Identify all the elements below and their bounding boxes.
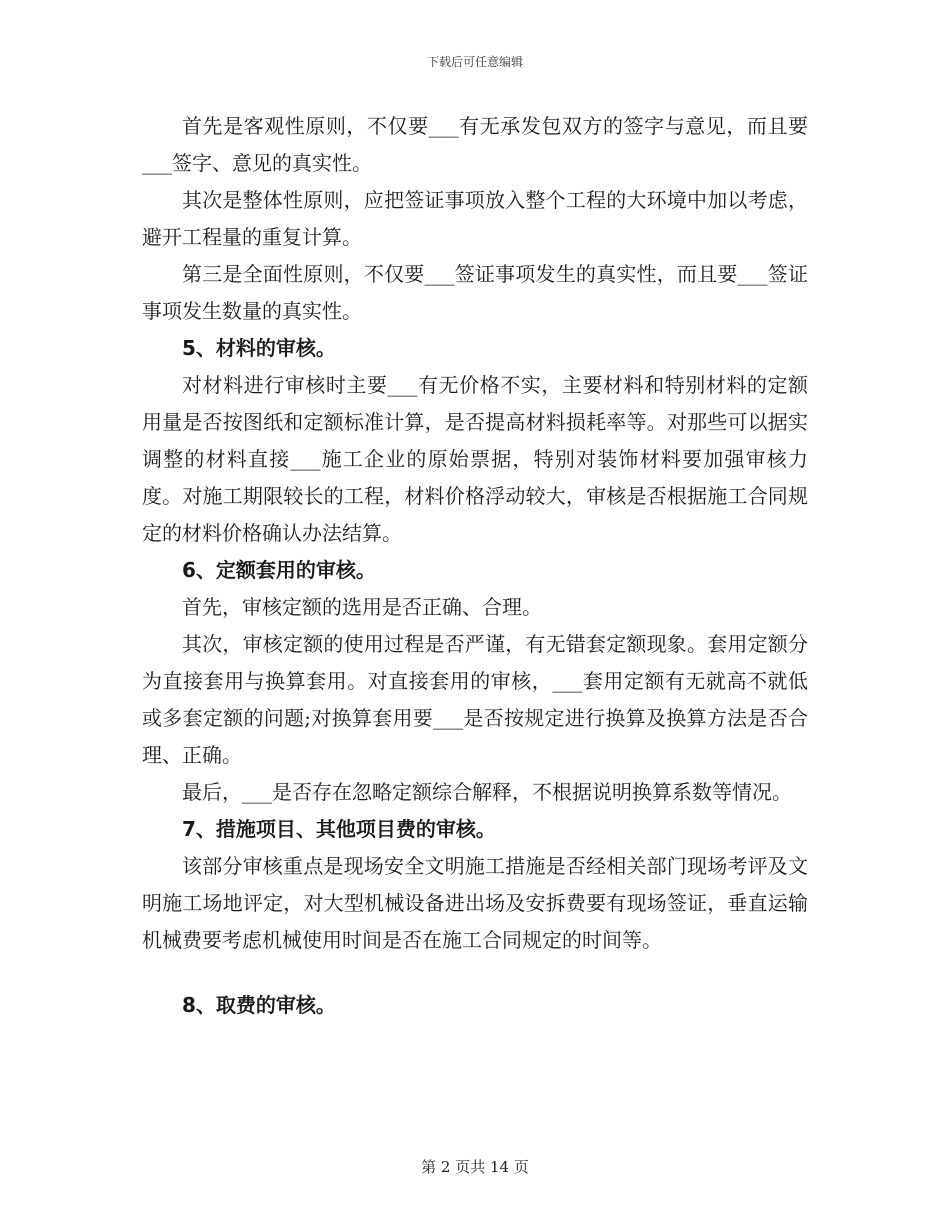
heading-fee-review: 8、取费的审核。 (182, 993, 336, 1017)
page-footer: 第 2 页共 14 页 (421, 1158, 529, 1176)
heading-quota-review: 6、定额套用的审核。 (182, 558, 376, 582)
paragraph-comprehensive: 第三是全面性原则，不仅要___签证事项发生的真实性，而且要___签证事项发生数量的真实性。 (142, 262, 808, 323)
heading-material-review: 5、材料的审核。 (182, 336, 336, 360)
paragraph-quota-first: 首先，审核定额的选用是否正确、合理。 (182, 595, 542, 619)
paragraph-integrity: 其次是整体性原则，应把签证事项放入整个工程的大环境中加以考虑，避开工程量的重复计算。 (142, 188, 808, 249)
paragraph-material-review: 对材料进行审核时主要___有无价格不实，主要材料和特别材料的定额用量是否按图纸和定额标准计算，是否提高材料损耗率等。对那些可以据实调整的材料直接___施工企业的原始票据，特别对装饰材料要加强审核力度。对施工期限较长的工程，材料价格浮动较大，审核是否根据施工合同规定的材料价格确认办法结算。 (142, 373, 808, 545)
document-body (142, 108, 808, 1024)
paragraph-objectivity: 首先是客观性原则，不仅要___有无承发包双方的签字与意见，而且要___签字、意见的真实性。 (142, 114, 808, 175)
heading-measures-review: 7、措施项目、其他项目费的审核。 (182, 817, 496, 841)
paragraph-quota-last: 最后，___是否存在忽略定额综合解释，不根据说明换算系数等情况。 (182, 780, 792, 804)
paragraph-measures-review: 该部分审核重点是现场安全文明施工措施是否经相关部门现场考评及文明施工场地评定，对大型机械设备进出场及安拆费要有现场签证，垂直运输机械费要考虑机械使用时间是否在施工合同规定的时间等。 (142, 854, 808, 952)
paragraph-quota-second: 其次，审核定额的使用过程是否严谨，有无错套定额现象。套用定额分为直接套用与换算套用。对直接套用的审核，___套用定额有无就高不就低或多套定额的问题;对换算套用要___是否按规定进行换算及换算方法是否合理、正确。 (142, 632, 808, 767)
page-header: 下载后可任意编辑 (426, 55, 523, 69)
